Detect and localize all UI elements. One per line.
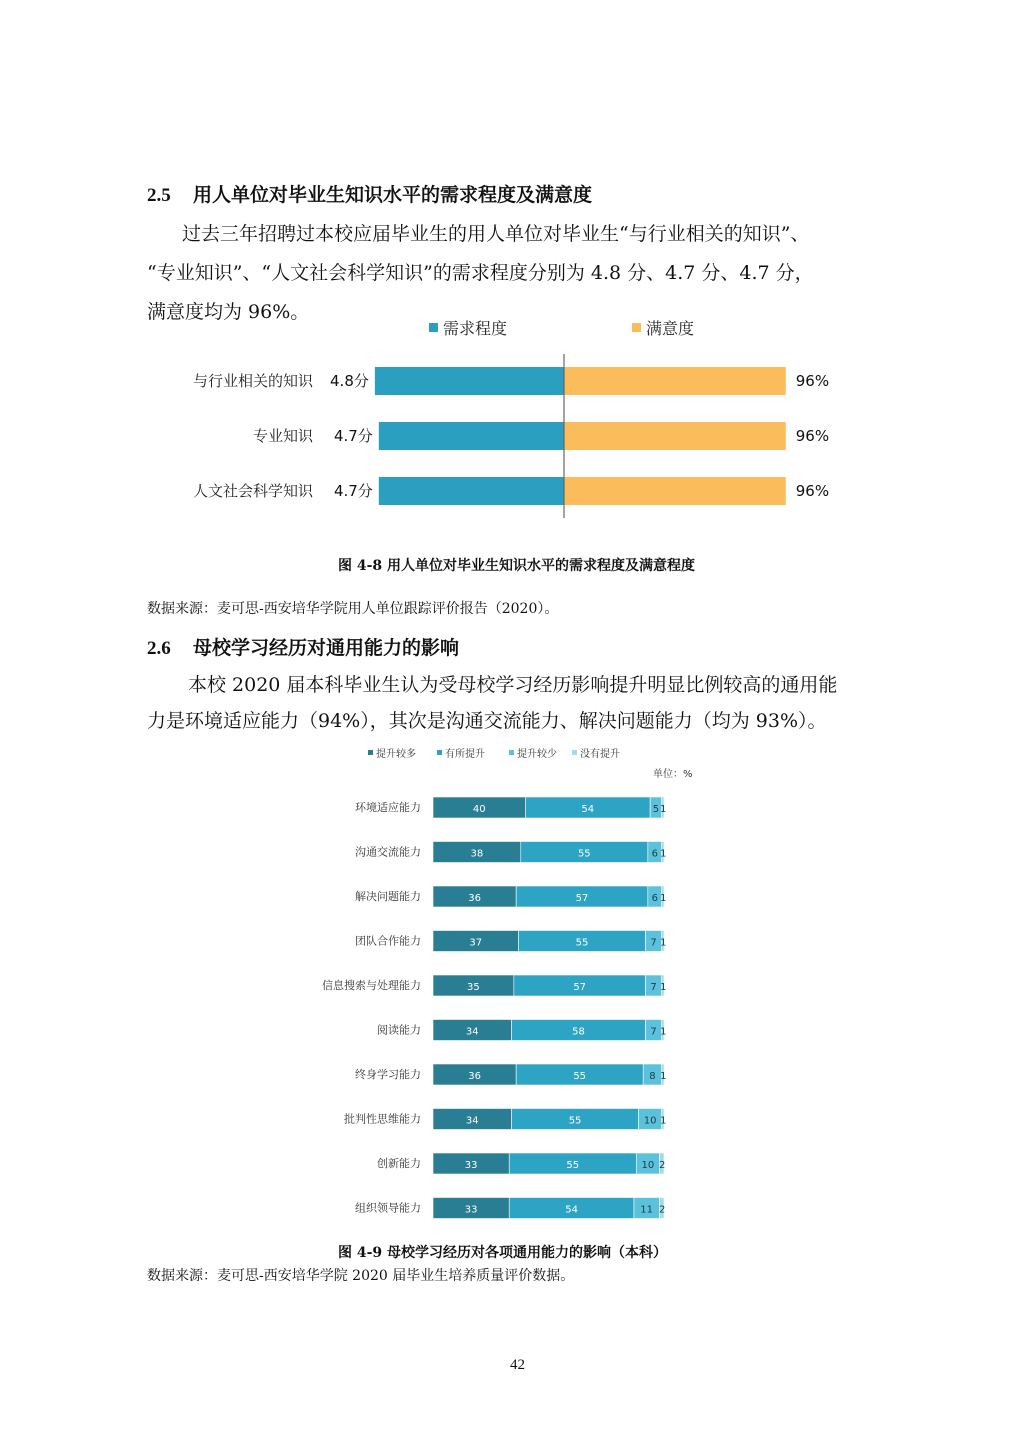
section-number: 2.5 [147,185,171,206]
segment-value-label: 1 [660,848,667,860]
demand-bar [379,477,564,505]
ability-label: 批判性思维能力 [344,1112,421,1126]
segment-value-label: 54 [581,804,595,815]
segment-value-label: 55 [568,1115,582,1127]
segment-value-label: 55 [573,1071,587,1082]
segment-value-label: 1 [660,1026,667,1038]
legend-swatch [572,750,577,755]
ability-label: 信息搜索与处理能力 [322,979,421,992]
segment-value-label: 33 [464,1204,478,1216]
segment-value-label: 8 [649,1071,656,1082]
segment-value-label: 35 [467,982,480,993]
segment-value-label: 6 [651,848,658,860]
demand-value-label: 4.8分 [330,372,369,390]
segment-value-label: 36 [468,1071,481,1082]
legend-swatch-demand [429,323,438,332]
figure-4-8-source: 数据来源：麦可思-西安培华学院用人单位跟踪评价报告（2020）。 [147,601,559,617]
ability-label: 沟通交流能力 [355,845,421,859]
figure-4-9-source: 数据来源：麦可思-西安培华学院 2020 届毕业生培养质量评价数据。 [147,1268,575,1284]
segment-value-label: 7 [650,1026,657,1038]
segment-value-label: 10 [643,1115,657,1127]
segment-value-label: 55 [577,848,591,860]
section-title: 母校学习经历对通用能力的影响 [193,637,460,659]
satisfaction-value-label: 96% [795,427,830,445]
paragraph-line: 本校 2020 届本科毕业生认为受母校学习经历影响提升明显比例较高的通用能 [188,674,838,696]
legend-swatch [368,750,373,755]
category-label: 人文社会科学知识 [192,482,313,500]
segment-value-label: 34 [465,1115,479,1127]
segment-value-label: 37 [469,937,483,949]
segment-value-label: 11 [640,1204,654,1216]
segment-value-label: 58 [572,1026,585,1038]
paragraph-line: 满意度均为 96%。 [147,301,310,323]
legend-label: 提升较多 [376,749,416,760]
segment-value-label: 10 [641,1160,655,1171]
section-number: 2.6 [147,638,171,659]
segment-value-label: 57 [575,893,589,904]
general-ability-impact-chart [300,742,720,1227]
ability-label: 组织领导能力 [355,1201,421,1215]
demand-bar [379,422,564,450]
satisfaction-bar [564,422,786,450]
section-2-6-heading [147,633,459,660]
segment-value-label: 1 [660,1071,667,1082]
legend-swatch [509,750,514,755]
segment-value-label: 1 [660,982,667,993]
segment-value-label: 38 [470,848,484,860]
segment-value-label: 2 [659,1204,666,1216]
segment-value-label: 5 [652,804,660,815]
paragraph-line: 过去三年招聘过本校应届毕业生的用人单位对毕业生“与行业相关的知识”、 [182,223,810,245]
ability-label: 创新能力 [377,1157,421,1170]
segment-value-label: 7 [650,937,657,949]
segment-value-label: 6 [651,893,658,904]
satisfaction-value-label: 96% [795,372,830,390]
figure-4-9-caption: 图 4-9 母校学习经历对各项通用能力的影响（本科） [338,1245,668,1261]
segment-value-label: 34 [465,1026,479,1038]
legend-label: 提升较少 [517,749,557,760]
segment-value-label: 33 [464,1160,478,1171]
legend-swatch [437,750,442,755]
segment-value-label: 40 [472,804,486,815]
ability-label: 阅读能力 [377,1023,421,1037]
paragraph-line: “专业知识”、“人文社会科学知识”的需求程度分别为 4.8 分、4.7 分、4.7 分， [147,262,814,284]
section-2-5-heading [147,180,592,207]
figure-4-8-caption: 图 4-8 用人单位对毕业生知识水平的需求程度及满意程度 [338,558,696,574]
satisfaction-value-label: 96% [795,482,830,500]
segment-value-label: 54 [565,1204,578,1216]
segment-value-label: 36 [468,893,481,904]
ability-label: 团队合作能力 [355,934,421,948]
segment-value-label: 7 [650,982,657,993]
category-label: 与行业相关的知识 [192,372,313,390]
satisfaction-bar [564,367,786,395]
demand-value-label: 4.7分 [333,482,373,500]
legend-label: 没有提升 [580,749,620,760]
segment-value-label: 55 [566,1160,580,1171]
segment-value-label: 57 [573,982,587,993]
ability-label: 环境适应能力 [355,801,421,814]
legend-label: 有所提升 [445,749,485,760]
section-title: 用人单位对毕业生知识水平的需求程度及满意度 [193,184,593,206]
segment-value-label: 1 [660,893,667,904]
segment-value-label: 2 [659,1160,666,1171]
legend-label-satisfaction: 满意度 [646,319,695,338]
segment-value-label: 1 [660,937,667,949]
demand-bar [375,367,564,395]
paragraph-line: 力是环境适应能力（94%），其次是沟通交流能力、解决问题能力（均为 93%）。 [147,710,827,732]
ability-label: 解决问题能力 [355,890,421,903]
segment-value-label: 1 [660,1115,667,1127]
satisfaction-bar [564,477,786,505]
demand-value-label: 4.7分 [333,427,373,445]
segment-value-label: 1 [660,804,667,815]
category-label: 专业知识 [252,427,313,445]
segment-value-label: 55 [575,937,589,949]
page-number: 42 [510,1357,525,1373]
unit-label: 单位：% [653,769,693,780]
ability-label: 终身学习能力 [355,1068,421,1081]
legend-swatch-satisfaction [632,323,641,332]
knowledge-demand-satisfaction-chart [140,310,880,530]
legend-label-demand: 需求程度 [443,319,508,338]
